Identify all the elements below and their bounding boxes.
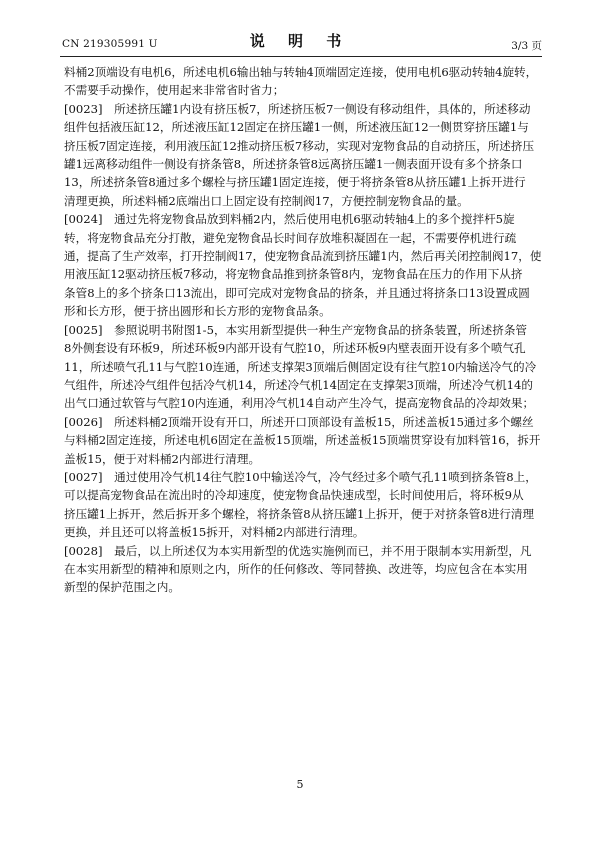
paragraph-0028-line: [0028] 最后，以上所述仅为本实用新型的优选实施例而已，并不用于限制本实用新型，凡 — [64, 543, 532, 558]
text-line: 11，所述喷气孔11与气腔10连通，所述支撑架3顶端后侧固定设有往气腔10内输送冷气的冷 — [64, 359, 537, 374]
text-line: 组件包括液压缸12，所述液压缸12固定在挤压罐1一侧，所述液压缸12一侧贯穿挤压罐1与 — [64, 120, 529, 135]
document-title: 说 明 书 — [249, 32, 351, 50]
text-line: 不需要手动操作，使用起来非常省时省力； — [64, 83, 285, 98]
text-line: 转，将宠物食品充分打散，避免宠物食品长时间存放堆积凝固在一起，不需要停机进行疏 — [64, 230, 517, 245]
description-body — [64, 63, 544, 597]
paragraph-0025-line: [0025] 参照说明书附图1-5，本实用新型提供一种生产宠物食品的挤条装置，所述挤条管 — [64, 322, 528, 337]
header-divider — [60, 56, 542, 57]
text-line: 8外侧套设有环板9，所述环板9内部开设有气腔10，所述环板9内壁表面开设有多个喷气孔 — [64, 341, 526, 356]
paragraph-0024-line: [0024] 通过先将宠物食品放到料桶2内，然后使用电机6驱动转轴4上的多个搅拌杆5旋 — [64, 212, 515, 227]
text-line: 气组件，所述冷气组件包括冷气机14，所述冷气机14固定在支撑架3顶端，所述冷气机14的 — [64, 377, 534, 392]
page-indicator: 3/3 页 — [511, 40, 542, 52]
paragraph-0026-line: [0026] 所述料桶2顶端开设有开口，所述开口顶部设有盖板15，所述盖板15通过多个螺丝 — [64, 414, 534, 429]
text-line: 挤压板7固定连接，利用液压缸12推动挤压板7移动，实现对宠物食品的自动挤压，所述挤压 — [64, 138, 535, 153]
text-line: 罐1远离移动组件一侧设有挤条管8，所述挤条管8远离挤压罐1一侧表面开设有多个挤条口 — [64, 157, 523, 172]
text-line: 挤压罐1上拆开，然后拆开多个螺栓，将挤条管8从挤压罐1上拆开，便于对挤条管8进行清理 — [64, 506, 535, 521]
text-line: 形和长方形，便于挤出圆形和长方形的宠物食品条。 — [64, 304, 331, 319]
text-line: 13，所述挤条管8通过多个螺栓与挤压罐1固定连接，便于将挤条管8从挤压罐1上拆开进行 — [64, 175, 526, 190]
text-line: 料桶2顶端设有电机6，所述电机6输出轴与转轴4顶端固定连接，使用电机6驱动转轴4旋转， — [64, 65, 538, 79]
text-line: 清理更换，所述料桶2底端出口上固定设有控制阀17，方便控制宠物食品的量。 — [64, 193, 469, 208]
text-line: 出气口通过软管与气腔10内连通，利用冷气机14自动产生冷气，提高宠物食品的冷却效果； — [64, 396, 535, 411]
patent-number: CN 219305991 U — [62, 38, 158, 50]
text-line: 用液压缸12驱动挤压板7移动，将宠物食品推到挤条管8内，宠物食品在压力的作用下从挤 — [64, 267, 523, 282]
page-number: 5 — [296, 778, 304, 791]
text-line: 更换，并且还可以将盖板15拆开，对料桶2内部进行清理。 — [64, 525, 365, 540]
text-line: 可以提高宠物食品在流出时的冷却速度，使宠物食品快速成型，长时间使用后，将环板9从 — [64, 488, 524, 503]
text-line: 新型的保护范围之内。 — [64, 580, 180, 595]
paragraph-0027-line: [0027] 通过使用冷气机14往气腔10中输送冷气，冷气经过多个喷气孔11喷到挤条管8上， — [64, 469, 537, 484]
text-line: 条管8上的多个挤条口13流出，即可完成对宠物食品的挤条，并且通过将挤条口13设置成圆 — [64, 285, 530, 300]
paragraph-0023-line: [0023] 所述挤压罐1内设有挤压板7，所述挤压板7一侧设有移动组件，具体的，所述移动 — [64, 101, 531, 116]
text-line: 盖板15，便于对料桶2内部进行清理。 — [64, 451, 261, 466]
text-line: 在本实用新型的精神和原则之内，所作的任何修改、等同替换、改进等，均应包含在本实用 — [64, 561, 528, 576]
text-line: 与料桶2固定连接，所述电机6固定在盖板15顶端，所述盖板15顶端贯穿设有加料管16，拆开 — [64, 433, 541, 448]
text-line: 通，提高了生产效率，打开控制阀17，使宠物食品流到挤压罐1内，然后再关闭控制阀17，使 — [64, 249, 542, 264]
